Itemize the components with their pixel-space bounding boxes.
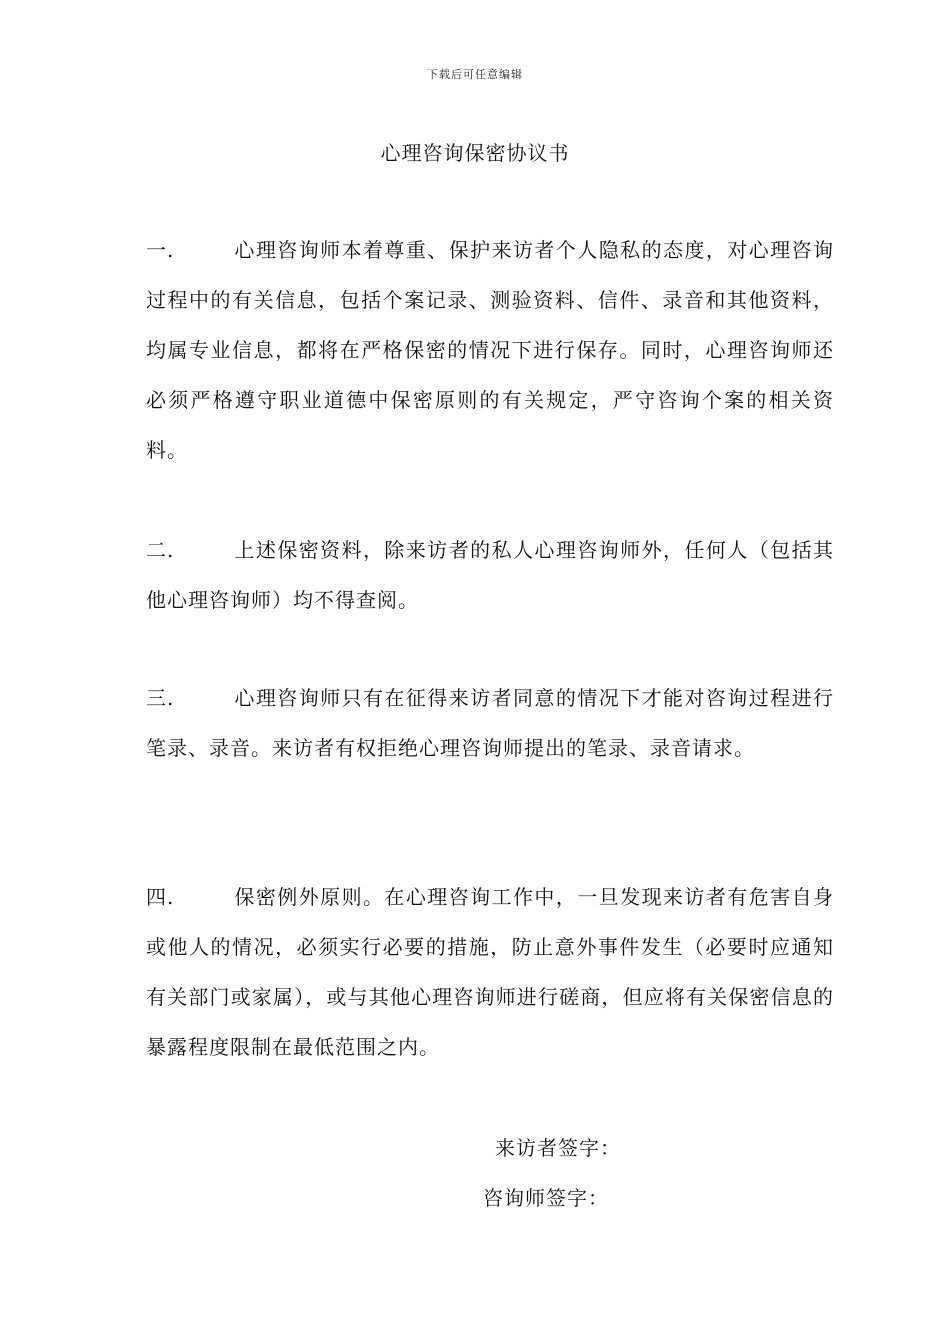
visitor-signature-label: 来访者签字：: [495, 1136, 621, 1160]
header-note: 下载后可任意编辑: [427, 68, 523, 81]
clause-3: [146, 673, 834, 773]
clause-number: 一.: [146, 238, 175, 262]
clause-number: 二.: [146, 538, 175, 562]
clause-text: 上述保密资料，除来访者的私人心理咨询师外，任何人（包括其他心理咨询师）均不得查阅。: [146, 538, 834, 612]
clause-number: 四.: [146, 885, 175, 909]
clause-4: [146, 872, 834, 1072]
clause-text: 保密例外原则。在心理咨询工作中，一旦发现来访者有危害自身或他人的情况，必须实行必要的措施，防止意外事件发生（必要时应通知有关部门或家属），或与其他心理咨询师进行磋商，但应将有关保密信息的暴露程度限制在最低范围之内。: [146, 885, 834, 1059]
document-title: 心理咨询保密协议书: [380, 141, 570, 165]
counselor-signature-label: 咨询师签字：: [483, 1186, 609, 1210]
clause-text: 心理咨询师只有在征得来访者同意的情况下才能对咨询过程进行笔录、录音。来访者有权拒绝心理咨询师提出的笔录、录音请求。: [146, 686, 834, 760]
clause-1: [146, 225, 834, 475]
clause-number: 三.: [146, 686, 175, 710]
clause-text: 心理咨询师本着尊重、保护来访者个人隐私的态度，对心理咨询过程中的有关信息，包括个案记录、测验资料、信件、录音和其他资料，均属专业信息，都将在严格保密的情况下进行保存。同时，心理咨询师还必须严格遵守职业道德中保密原则的有关规定，严守咨询个案的相关资料。: [146, 238, 834, 462]
clause-2: [146, 525, 834, 625]
